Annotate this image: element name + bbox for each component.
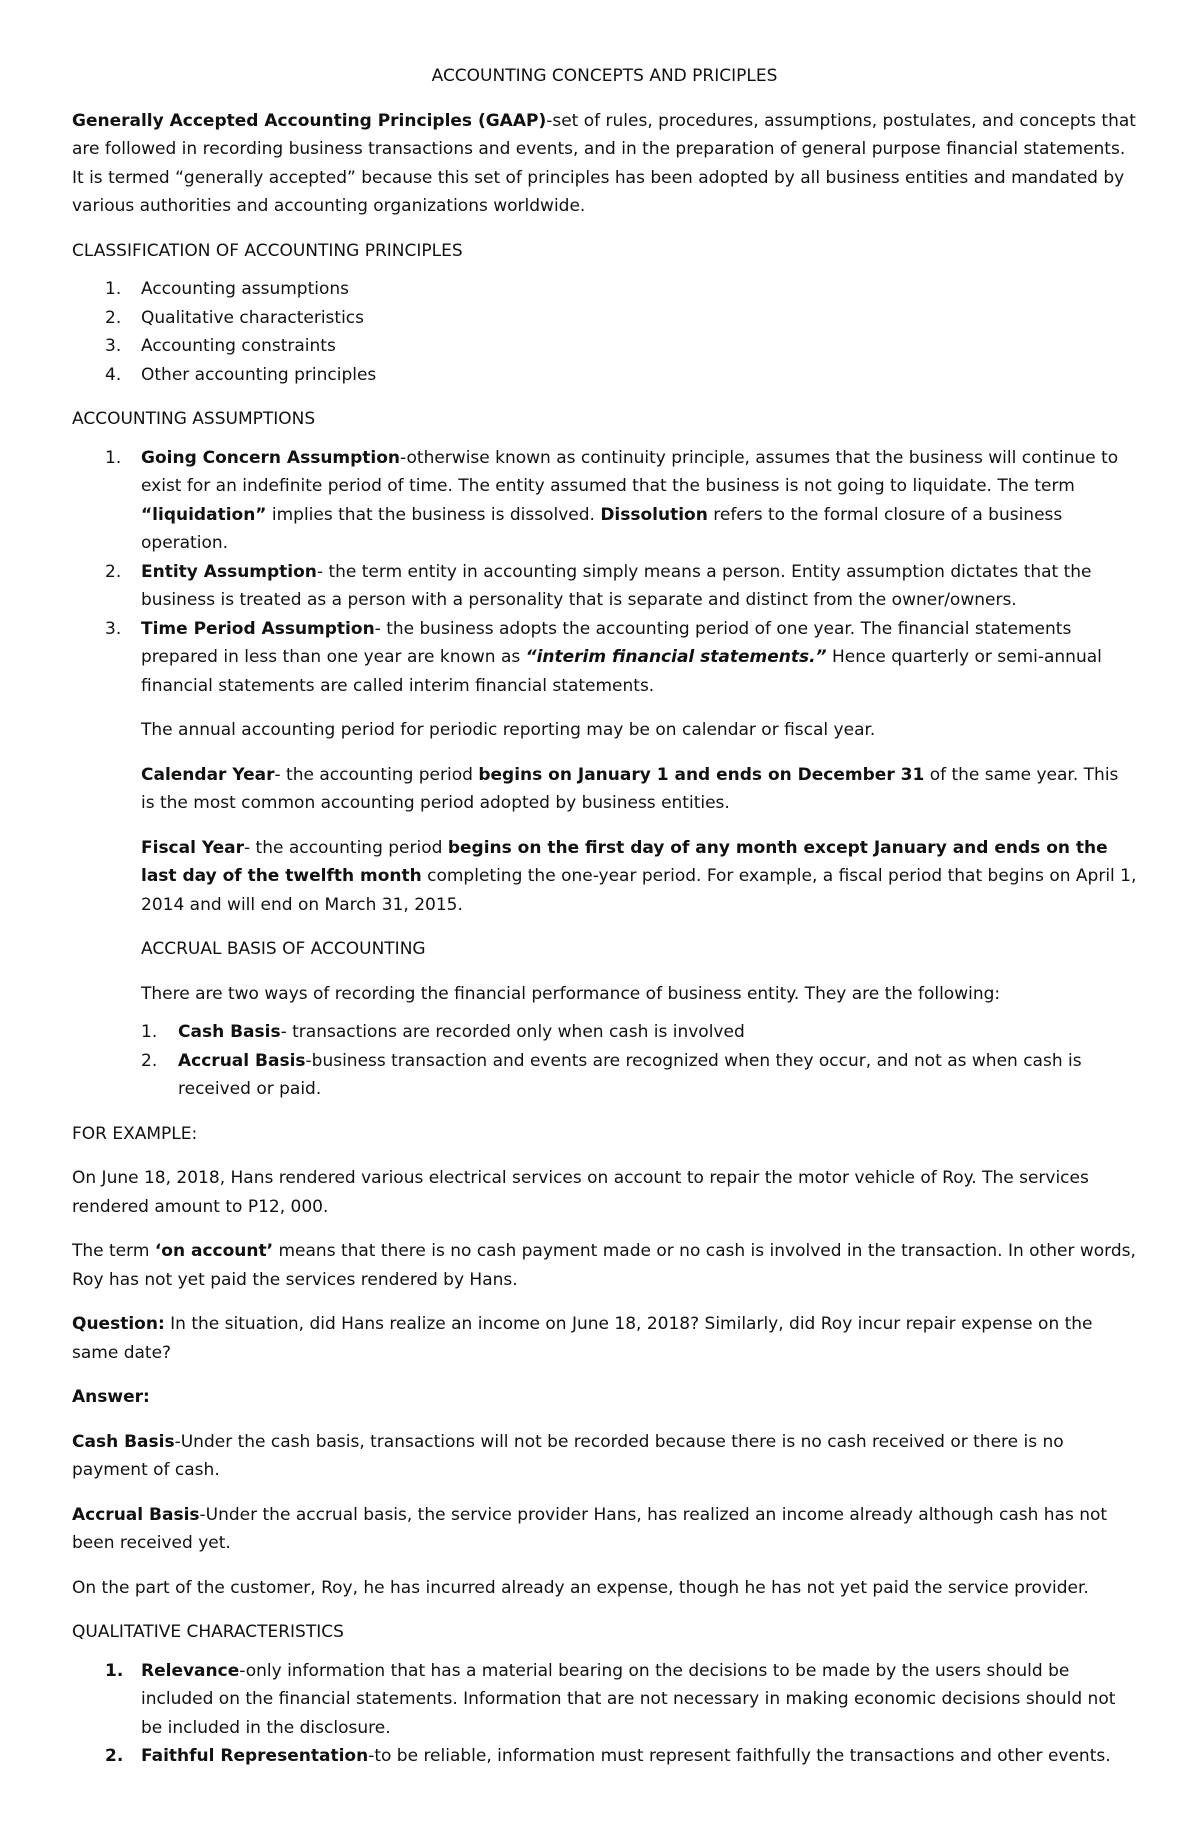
list-item: 2. Qualitative characteristics <box>105 307 364 328</box>
accrual-list <box>72 1018 1137 1104</box>
accrual-basis-answer: Accrual Basis-Under the accrual basis, the service provider Hans, has realized an income already although cash has not been received yet. <box>72 1504 1108 1553</box>
document-page <box>72 62 1137 1787</box>
qualitative-list <box>72 1657 1137 1771</box>
list-item: 1. Accounting assumptions <box>105 279 350 299</box>
fiscal-year-paragraph: Fiscal Year- the accounting period begins on the first day of any month except January and ends on the last day of the twelfth month completing the one-year period. For example, a fiscal period that begins on April 1, 2014 and will end on March 31, 2015. <box>141 837 1137 915</box>
example-paragraph-1: On June 18, 2018, Hans rendered various electrical services on account to repair the motor vehicle of Roy. The services rendered amount to P12, 000. <box>72 1168 1089 1217</box>
annual-period-paragraph: The annual accounting period for periodic reporting may be on calendar or fiscal year. <box>141 720 876 740</box>
list-item: 1. Relevance-only information that has a material bearing on the decisions to be made by the users should be included on the financial statements. Information that are not necessary in making economic decisions should not be included in the disclosure. <box>105 1660 1116 1738</box>
list-item: 2. Accrual Basis-business transaction and events are recognized when they occur, and not as when cash is received or paid. <box>141 1050 1082 1099</box>
example-paragraph-2: The term ‘on account’ means that there is no cash payment made or no cash is involved in the transaction. In other words, Roy has not yet paid the services rendered by Hans. <box>72 1241 1136 1290</box>
calendar-year-paragraph: Calendar Year- the accounting period begins on January 1 and ends on December 31 of the same year. This is the most common accounting period adopted by business entities. <box>141 764 1119 813</box>
accrual-heading: ACCRUAL BASIS OF ACCOUNTING <box>141 939 426 959</box>
page-title: ACCOUNTING CONCEPTS AND PRICIPLES <box>431 66 778 86</box>
assumptions-list <box>72 444 1137 701</box>
qualitative-heading: QUALITATIVE CHARACTERISTICS <box>72 1622 344 1642</box>
list-item: 1. Going Concern Assumption-otherwise known as continuity principle, assumes that the business will continue to exist for an indefinite period of time. The entity assumed that the business is not going to liquidate. The term “liquidation” implies that the business is dissolved. Dissolution refers to the formal closure of a business operation. <box>105 447 1119 553</box>
list-item: 3. Time Period Assumption- the business adopts the accounting period of one year. The financial statements prepared in less than one year are known as “interim financial statements.” Hence quarterly or semi-annual financial statements are called interim financial statements. <box>105 618 1102 696</box>
classification-heading: CLASSIFICATION OF ACCOUNTING PRINCIPLES <box>72 240 463 261</box>
gaap-paragraph <box>72 107 1137 221</box>
question-paragraph: Question: In the situation, did Hans realize an income on June 18, 2018? Similarly, did Roy incur repair expense on the same date? <box>72 1314 1093 1363</box>
assumptions-heading: ACCOUNTING ASSUMPTIONS <box>72 409 316 429</box>
gaap-text: -set of rules, procedures, assumptions, postulates, and concepts that are followed in recording business transactions and events, and in the preparation of general purpose financial statements. It is termed “generally accepted” because this set of principles has been adopted by all business entities and mandated by various authorities and accounting organizations worldwide. <box>72 110 1136 216</box>
cash-basis-answer: Cash Basis-Under the cash basis, transactions will not be recorded because there is no cash received or there is no payment of cash. <box>72 1431 1064 1480</box>
list-item: 3. Accounting constraints <box>105 336 336 356</box>
classification-list <box>72 275 1137 389</box>
answer-label: Answer: <box>72 1387 150 1407</box>
customer-paragraph: On the part of the customer, Roy, he has incurred already an expense, though he has not yet paid the service provider. <box>72 1577 1089 1598</box>
example-heading: FOR EXAMPLE: <box>72 1123 198 1144</box>
list-item: 2. Faithful Representation-to be reliable, information must represent faithfully the transactions and other events. <box>105 1746 1111 1766</box>
list-item: 4. Other accounting principles <box>105 364 377 385</box>
list-item: 1. Cash Basis- transactions are recorded only when cash is involved <box>141 1022 745 1042</box>
accrual-intro: There are two ways of recording the financial performance of business entity. They are the following: <box>141 983 1001 1004</box>
gaap-term: Generally Accepted Accounting Principles (GAAP) <box>72 110 547 131</box>
list-item: 2. Entity Assumption- the term entity in accounting simply means a person. Entity assumption dictates that the business is treated as a person with a personality that is separate and distinct from the owner/owners. <box>105 561 1092 610</box>
